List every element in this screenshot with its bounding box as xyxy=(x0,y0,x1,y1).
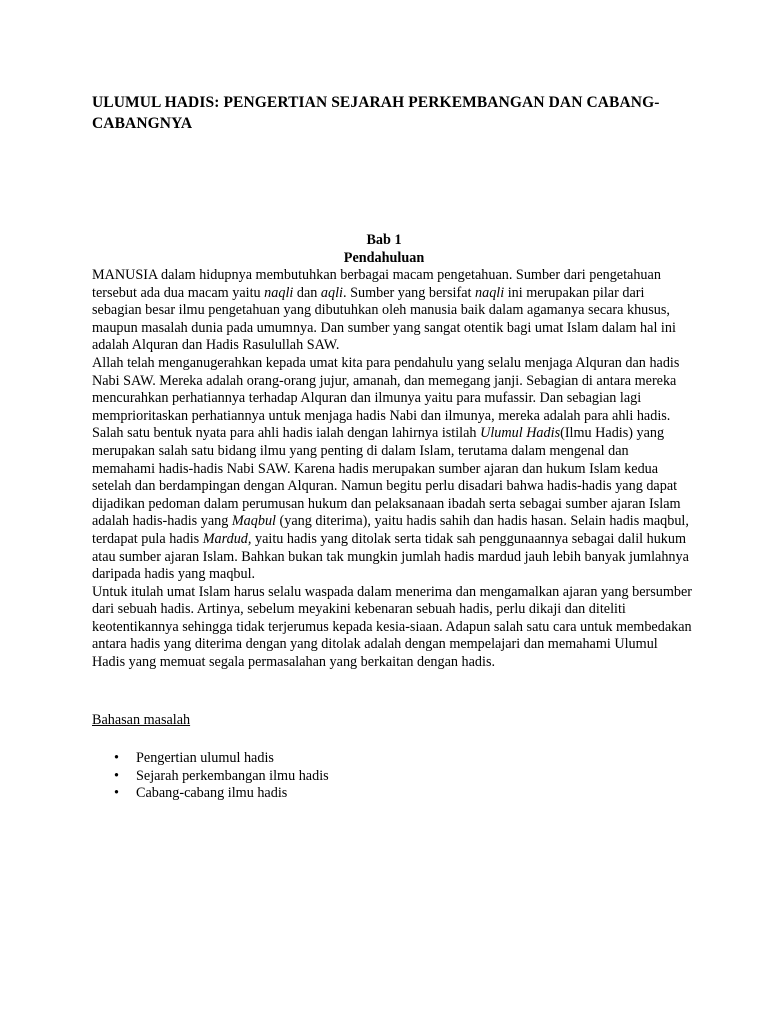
list-item-text: Cabang-cabang ilmu hadis xyxy=(136,785,288,802)
bullet-icon: • xyxy=(114,767,119,784)
list-item-text: Sejarah perkembangan ilmu hadis xyxy=(136,767,329,784)
paragraph-text: MANUSIA dalam hidupnya membutuhkan berbagai macam pengetahuan. Sumber dari pengetahuan tersebut ada dua macam yaitu xyxy=(92,267,661,301)
list-item xyxy=(92,785,329,803)
paragraph-guardians: Allah telah menganugerahkan kepada umat kita para pendahulu yang selalu menjaga Alquran dan hadis Nabi SAW. Mereka adalah orang-orang jujur, amanah, dan memegang janji. Sebagian di antara mereka mencurahkan perhatiannya terhadap Alquran dan ilmunya yaitu para mufassir. Dan sebagian lagi memprioritaskan perhatiannya untuk menjaga hadis Nabi dan ilmunya, mereka adalah para ahli hadis. xyxy=(92,354,680,424)
list-item xyxy=(92,750,329,768)
chapter-label: Bab 1 xyxy=(366,232,402,248)
document-body xyxy=(92,267,692,672)
bullet-icon: • xyxy=(114,785,119,802)
topic-list xyxy=(92,750,329,803)
paragraph-text: yaitu hadis yang ditolak serta tidak sah penggunaannya sebagai dalil hukum atau sumber ajaran Islam. Bahkan bukan tak mungkin jumlah hadis mardud jauh lebih banyak jumlahnya daripada hadis yang maqbul. xyxy=(92,530,689,583)
document-title: ULUMUL HADIS: PENGERTIAN SEJARAH PERKEMBANGAN DAN CABANG-CABANGNYA xyxy=(92,94,660,132)
paragraph-text: Salah satu bentuk nyata para ahli hadis ialah dengan lahirnya istilah xyxy=(92,425,481,442)
paragraph-text: (yang diterima), yaitu hadis sahih dan hadis hasan. Selain hadis maqbul, terdapat pula hadis xyxy=(92,513,689,547)
italic-term: Mardud, xyxy=(202,530,252,547)
paragraph-text: (Ilmu Hadis) yang merupakan salah satu bidang ilmu yang penting di dalam Islam, terutama dalam mengenal dan memahami hadis-hadis Nabi SAW. Karena hadis merupakan sumber ajaran dan hukum Islam kedua setelah dan berdampingan dengan Alquran. Namun begitu perlu disadari bahwa hadis-hadis yang dapat dijadikan pedoman dalam perumusan hukum dan pelaksanaan ibadah serta sebagai sumber ajaran Islam adalah hadis-hadis yang xyxy=(92,425,681,530)
list-item-text: Pengertian ulumul hadis xyxy=(136,750,274,766)
italic-term: naqli xyxy=(475,284,505,301)
chapter-heading xyxy=(92,232,676,267)
subheading-bahasan-masalah: Bahasan masalah xyxy=(92,712,191,728)
paragraph-text: . Sumber yang bersifat xyxy=(343,284,475,301)
paragraph-intro xyxy=(92,267,692,355)
paragraph-text: ini merupakan pilar dari sebagian besar ilmu pengetahuan yang dibutuhkan oleh manusia baik dalam agamanya secara khusus, maupun masalah dunia pada umumnya. Dan sumber yang sangat otentik bagi umat Islam dalam hal ini adalah Alquran dan Hadis Rasulullah SAW. xyxy=(92,284,676,354)
chapter-title: Pendahuluan xyxy=(343,249,425,266)
bullet-icon: • xyxy=(114,750,119,766)
italic-term: Ulumul Hadis xyxy=(480,425,561,442)
italic-term: Maqbul xyxy=(231,513,276,530)
paragraph-ulumul-hadis xyxy=(92,425,692,583)
paragraph-text: dan xyxy=(293,284,321,301)
italic-term: aqli xyxy=(320,284,343,301)
list-item xyxy=(92,768,329,786)
italic-term: naqli xyxy=(264,284,294,301)
paragraph-conclusion: Untuk itulah umat Islam harus selalu waspada dalam menerima dan mengamalkan ajaran yang bersumber dari sebuah hadis. Artinya, sebelum meyakini kebenaran sebuah hadis, perlu dikaji dan diteliti keotentikannya sehingga tidak terjerumus kepada kesia-siaan. Adapun salah satu cara untuk membedakan antara hadis yang diterima dengan yang ditolak adalah dengan mempelajari dan memahami Ulumul Hadis yang memuat segala permasalahan yang berkaitan dengan hadis. xyxy=(92,583,693,671)
